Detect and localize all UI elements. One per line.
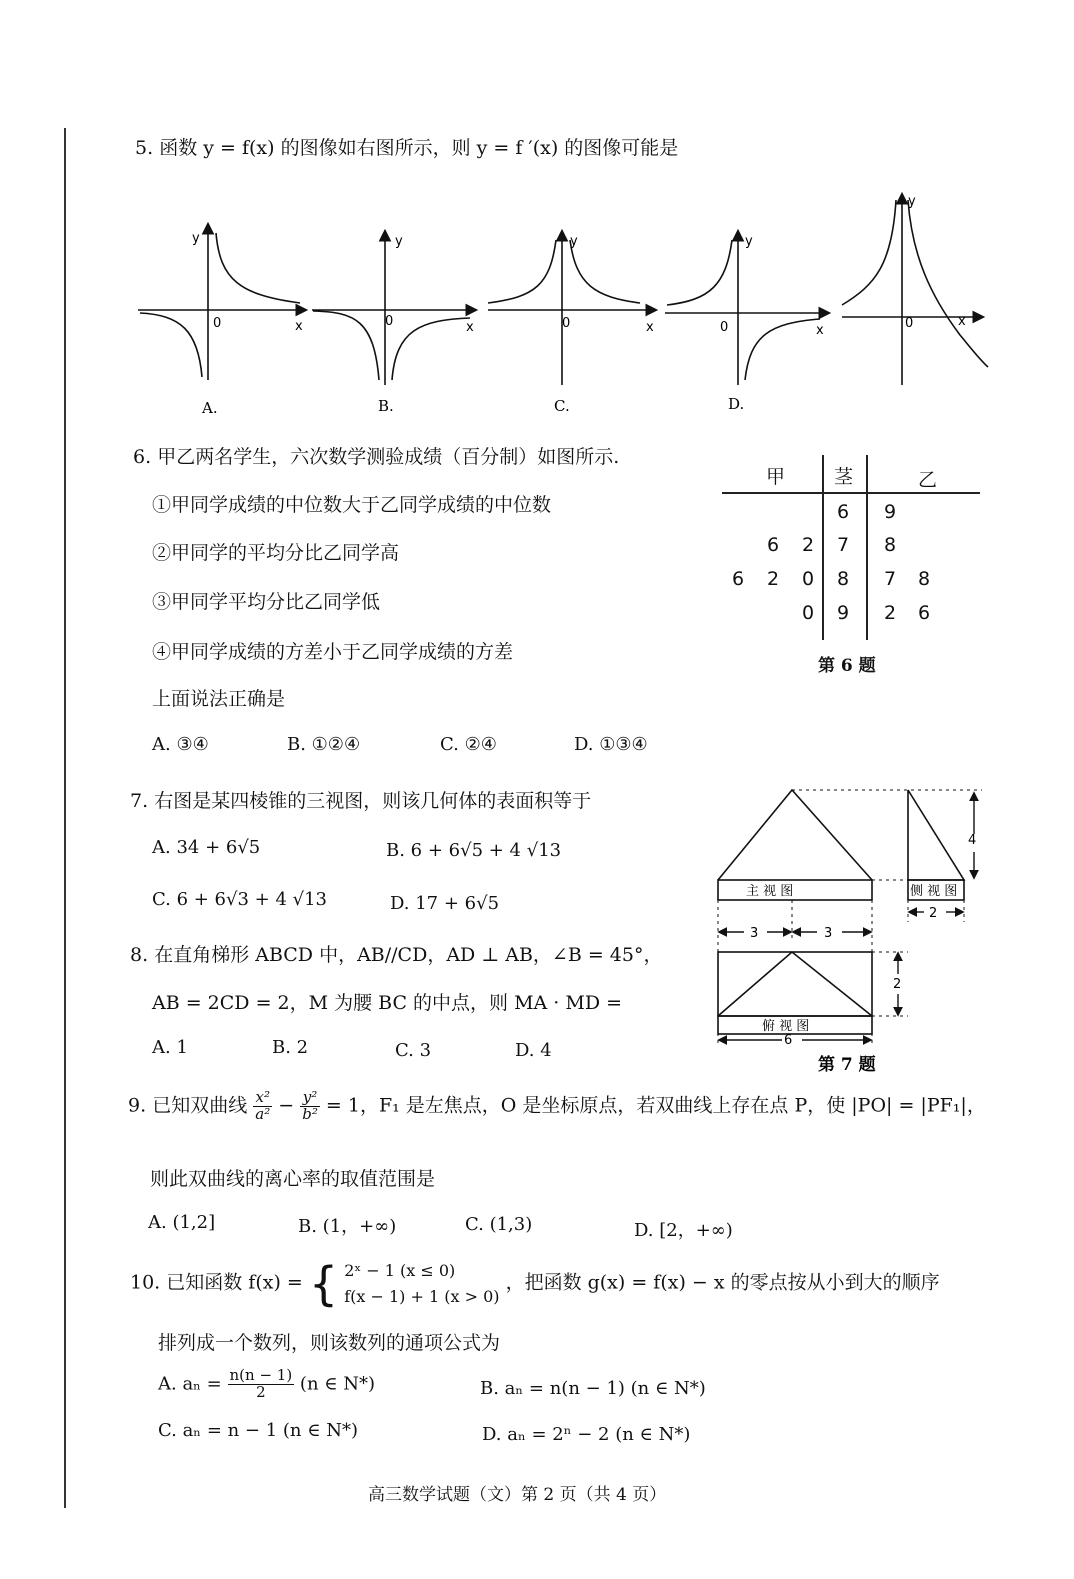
q10-case1: 2ˣ − 1 (x ≤ 0) [344, 1261, 456, 1280]
q8-option-c: C. 3 [395, 1040, 432, 1061]
page-footer: 高三数学试题（文）第 2 页（共 4 页） [368, 1485, 667, 1505]
margin-line [64, 128, 66, 1508]
graph-c-x: x [646, 320, 654, 335]
three-view-figure [712, 782, 992, 1082]
table-vline-left [822, 455, 824, 640]
graph-d-origin: 0 [720, 320, 729, 335]
table-head-left: 甲 [766, 466, 786, 488]
leaf-right: 9 [884, 501, 897, 523]
q9-frac-y: $\frac{\text{y²}}{\text{b²}}$ [302, 1088, 318, 1123]
graph-a-x: x [295, 319, 303, 334]
graph-b-origin: 0 [385, 314, 394, 329]
q9-post: = 1，F₁ 是左焦点，O 是坐标原点，若双曲线上存在点 P，使 |PO| = |PF₁|， [325, 1094, 986, 1117]
graph-original-x: x [958, 314, 966, 329]
front-view-label: 主 视 图 [746, 884, 794, 899]
leaf-left: 2 [767, 568, 780, 590]
q6-statement-3: ③甲同学平均分比乙同学低 [152, 591, 381, 613]
dim-left: 3 [750, 926, 759, 941]
q8-line1: 在直角梯形 ABCD 中，AB//CD，AD ⊥ AB，∠B = 45°， [154, 944, 663, 966]
stem-cell: 8 [837, 568, 850, 590]
leaf-right: 7 [884, 568, 897, 590]
stem-cell: 7 [837, 534, 850, 556]
leaf-left: 2 [802, 534, 815, 556]
dim-right: 3 [824, 926, 833, 941]
q9-number: 9. [128, 1094, 147, 1117]
graph-d-y: y [745, 234, 753, 249]
q5-text: 函数 y = f(x) 的图像如右图所示，则 y = f ′(x) 的图像可能是 [159, 137, 679, 159]
dim-side: 2 [929, 906, 938, 921]
q6-number: 6. [133, 446, 152, 468]
q7-stem [130, 786, 591, 813]
table-caption: 第 6 题 [818, 656, 876, 676]
table-head-stem: 茎 [834, 466, 854, 488]
graph-a-label: A. [202, 399, 218, 417]
q5-graphs [130, 185, 1000, 420]
q10-brace: { [308, 1256, 339, 1311]
q8-option-d: D. 4 [515, 1040, 552, 1061]
q9-pre: 已知双曲线 [152, 1094, 248, 1117]
q7-number: 7. [130, 790, 149, 812]
q6-prompt: 上面说法正确是 [152, 688, 286, 710]
q10-option-c: C. aₙ = n − 1 (n ∈ N*) [158, 1420, 359, 1441]
q6-option-d: D. ①③④ [574, 734, 648, 755]
graph-d [665, 232, 828, 413]
leaf-left: 6 [732, 568, 745, 590]
side-view-label: 侧 视 图 [910, 884, 958, 899]
leaf-right: 8 [918, 568, 931, 590]
stem-cell: 9 [837, 602, 850, 624]
graph-a-origin: 0 [213, 316, 222, 331]
graph-original [842, 194, 988, 385]
graph-original-y: y [908, 194, 916, 209]
q10-number: 10. [130, 1271, 161, 1294]
table-vline-right [866, 455, 868, 640]
q10-post: ，把函数 g(x) = f(x) − x 的零点按从小到大的顺序 [505, 1271, 940, 1294]
q6-statement-1: ①甲同学成绩的中位数大于乙同学成绩的中位数 [152, 494, 552, 516]
q5-stem [135, 133, 678, 160]
q8-option-b: B. 2 [272, 1037, 309, 1058]
graph-c [488, 232, 655, 415]
q7-figure-caption: 第 7 题 [818, 1055, 876, 1075]
graph-original-origin: 0 [905, 316, 914, 331]
q9-frac-x: $\frac{\text{x²}}{\text{a²}}$ [255, 1088, 271, 1123]
q6-option-c: C. ②④ [440, 734, 497, 755]
dim-total: 6 [784, 1033, 793, 1048]
q6-option-a: A. ③④ [152, 734, 209, 755]
table-hline [722, 492, 980, 494]
q7-text: 右图是某四棱锥的三视图，则该几何体的表面积等于 [154, 790, 592, 812]
q10-line2: 排列成一个数列，则该数列的通项公式为 [158, 1332, 501, 1354]
q7-option-b: B. 6 + 6√5 + 4 √13 [386, 840, 562, 861]
q6-option-b: B. ①②④ [287, 734, 361, 755]
q9-minus: − [278, 1094, 295, 1117]
graph-a-y: y [192, 231, 200, 246]
q5-number: 5. [135, 137, 154, 159]
q10-option-b: B. aₙ = n(n − 1) (n ∈ N*) [480, 1378, 706, 1399]
leaf-right: 2 [884, 602, 897, 624]
dim-height: 4 [968, 833, 977, 848]
q9-stem [128, 1090, 986, 1123]
leaf-left: 6 [767, 534, 780, 556]
q10-case2: f(x − 1) + 1 (x > 0) [344, 1286, 500, 1306]
top-view-label: 俯 视 图 [762, 1019, 810, 1034]
q9-line2: 则此双曲线的离心率的取值范围是 [150, 1168, 436, 1190]
leaf-left: 0 [802, 602, 815, 624]
q7-option-c: C. 6 + 6√3 + 4 √13 [152, 889, 327, 910]
graph-b-x: x [466, 320, 474, 335]
graph-a [138, 225, 305, 417]
q10-stem [130, 1258, 940, 1309]
q10-cases [344, 1258, 499, 1309]
q9-option-a: A. (1,2] [148, 1212, 216, 1233]
stem-cell: 6 [837, 501, 850, 523]
q10-option-a: A. aₙ = $\frac{n(n - 1)}{2}$ (n ∈ N*) [158, 1366, 376, 1401]
q6-text: 甲乙两名学生，六次数学测验成绩（百分制）如图所示. [157, 446, 620, 468]
graph-b-y: y [395, 234, 403, 249]
dim-depth: 2 [893, 977, 902, 992]
graph-c-origin: 0 [562, 316, 571, 331]
graph-c-label: C. [554, 397, 570, 415]
q7-option-a: A. 34 + 6√5 [152, 837, 261, 858]
leaf-right: 6 [918, 602, 931, 624]
q10-pre: 已知函数 f(x) = [166, 1271, 303, 1294]
graph-b [312, 232, 475, 415]
q9-option-c: C. (1,3) [465, 1214, 533, 1235]
q8-line2: AB = 2CD = 2，M 为腰 BC 的中点，则 MA · MD = [152, 992, 623, 1014]
q10-option-d: D. aₙ = 2ⁿ − 2 (n ∈ N*) [482, 1424, 691, 1445]
leaf-right: 8 [884, 534, 897, 556]
q8-option-a: A. 1 [152, 1037, 188, 1058]
graph-c-y: y [570, 234, 578, 249]
q6-stem [133, 442, 619, 469]
q8-stem [130, 940, 662, 967]
graph-b-label: B. [378, 397, 394, 415]
graph-d-label: D. [728, 395, 745, 413]
q6-statement-4: ④甲同学成绩的方差小于乙同学成绩的方差 [152, 641, 514, 663]
q9-option-b: B. (1，+∞) [298, 1216, 397, 1237]
q8-number: 8. [130, 944, 149, 966]
graph-d-x: x [816, 323, 824, 338]
q6-statement-2: ②甲同学的平均分比乙同学高 [152, 542, 400, 564]
table-head-right: 乙 [918, 469, 938, 491]
leaf-left: 0 [802, 568, 815, 590]
q9-option-d: D. [2，+∞) [634, 1220, 733, 1241]
q7-option-d: D. 17 + 6√5 [390, 893, 500, 914]
